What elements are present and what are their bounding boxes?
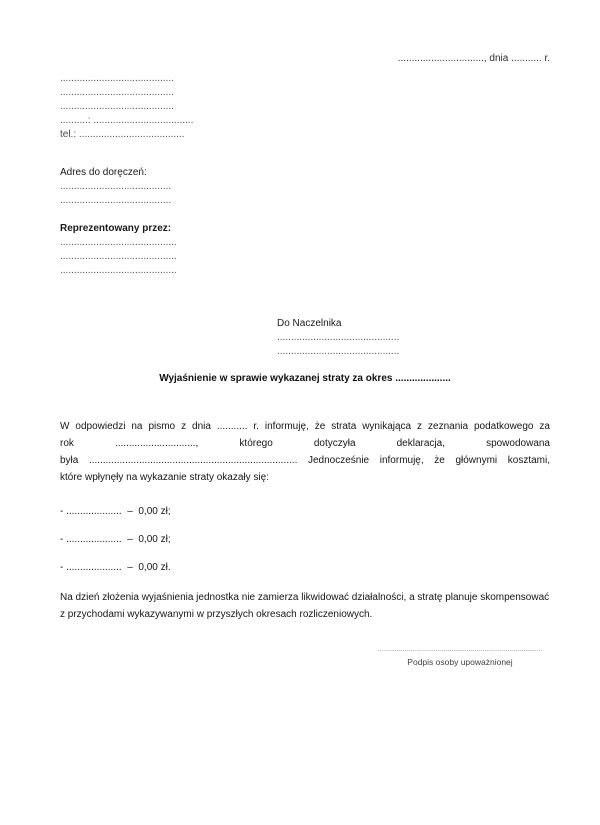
recipient-label: Do Naczelnika	[277, 318, 342, 329]
document-title: Wyjaśnienie w sprawie wykazanej straty za okres ....................	[159, 373, 451, 384]
body-paragraph	[60, 418, 550, 486]
sender-phone-line: tel.: ......................................	[60, 129, 185, 140]
delivery-address-block	[60, 166, 550, 208]
loss-item: - .................... – 0,00 zł;	[60, 506, 171, 517]
loss-item: - .................... – 0,00 zł;	[60, 534, 171, 545]
delivery-address-line: ........................................	[60, 181, 172, 192]
represented-by-line: ..........................................	[60, 265, 177, 276]
represented-by-line: ..........................................	[60, 251, 177, 262]
recipient-line: ............................................	[277, 346, 400, 357]
body-line: W odpowiedzi na pismo z dnia ........... r. informuję, że strata wynikająca z zeznania podatkowego za	[60, 421, 550, 432]
represented-by-label: Reprezentowany przez:	[60, 223, 172, 234]
loss-item: - .................... – 0,00 zł.	[60, 562, 171, 573]
body-line: które wpłynęły na wykazanie straty okazały się:	[60, 472, 269, 483]
sender-block	[60, 72, 550, 142]
represented-by-line: ..........................................	[60, 237, 177, 248]
sender-line: .........................................	[60, 87, 174, 98]
signature-line: .....................................................................................	[377, 646, 543, 653]
sender-line: .........................................	[60, 73, 174, 84]
loss-items-list	[60, 505, 550, 575]
date-line: ..............................., dnia ........... r.	[397, 53, 550, 64]
recipient-block	[277, 317, 550, 359]
represented-by-block	[60, 222, 550, 278]
sender-line: .........................................	[60, 101, 174, 112]
closing-paragraph	[60, 589, 550, 623]
sender-line: ..........: ....................................	[60, 115, 194, 126]
body-line: była ........................................................................... Jednocześnie informuję, że głównymi kosztami,	[60, 455, 550, 466]
recipient-line: ............................................	[277, 332, 400, 343]
closing-line: z przychodami wykazywanymi w przyszłych okresach rozliczeniowych.	[60, 609, 373, 620]
body-line: rok ............................., którego dotyczyła deklaracja, spowodowana	[60, 438, 550, 449]
signature-block	[374, 646, 546, 667]
delivery-address-line: ........................................	[60, 195, 172, 206]
signature-caption: Podpis osoby upoważnionej	[407, 657, 513, 667]
delivery-address-label: Adres do doręczeń:	[60, 167, 147, 178]
closing-line: Na dzień złożenia wyjaśnienia jednostka nie zamierza likwidować działalności, a stratę planuje skompensować	[60, 592, 550, 603]
